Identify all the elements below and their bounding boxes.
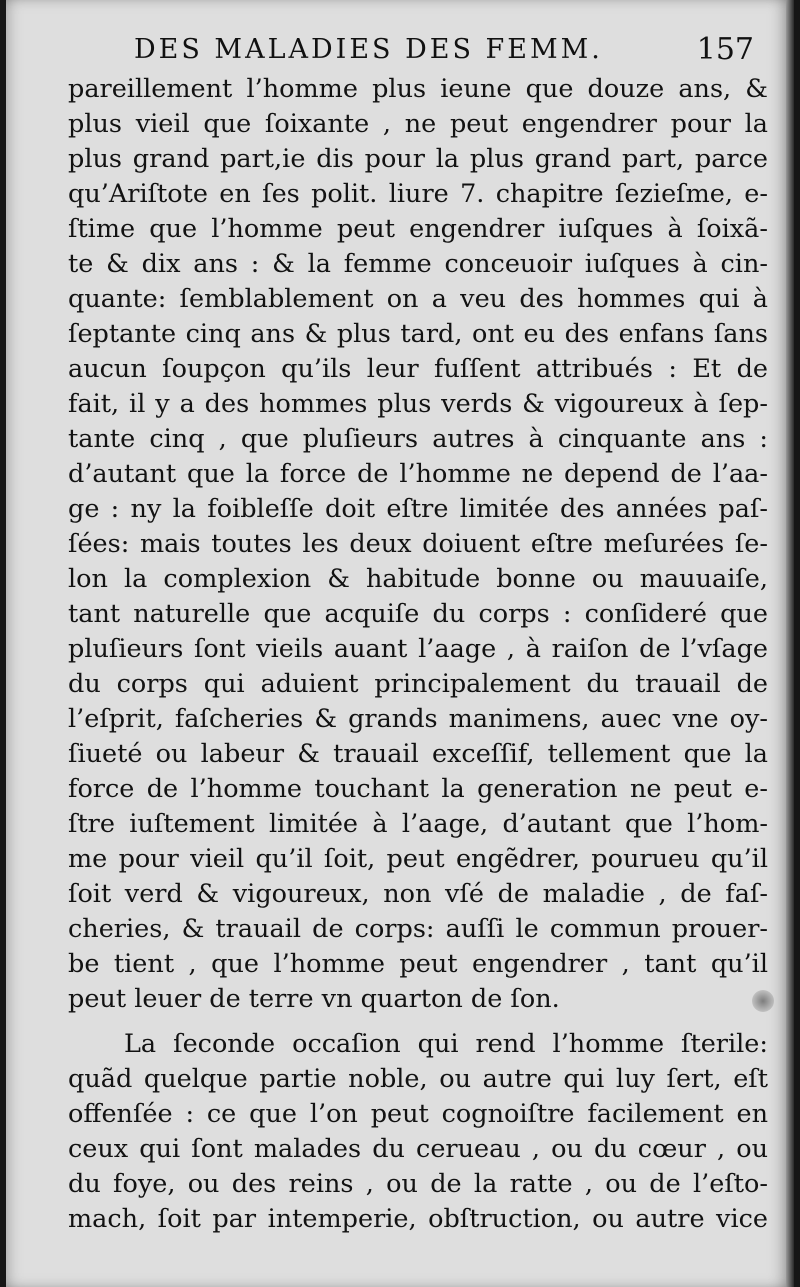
text-line: be tient , que l’homme peut engendrer , tant qu’il <box>68 949 768 979</box>
paragraph-1 <box>68 72 768 1017</box>
text-line: pareillement l’homme plus ieune que douze ans, & <box>68 74 768 104</box>
text-line: force de l’homme touchant la generation ne peut e- <box>68 774 768 804</box>
ink-smudge <box>752 990 774 1012</box>
text-line: l’eſprit, faſcheries & grands manimens, auec vne oy- <box>68 704 768 734</box>
text-line: ſtime que l’homme peut engendrer iuſques à ſoixã- <box>68 214 768 244</box>
text-line: tant naturelle que acquiſe du corps : conſideré que <box>68 599 768 629</box>
book-page <box>6 0 794 1287</box>
text-line: ſées: mais toutes les deux doiuent eſtre meſurées ſe- <box>68 529 768 559</box>
page-header <box>134 34 754 74</box>
text-line: du corps qui aduient principalement du trauail de <box>68 669 768 699</box>
text-line: te & dix ans : & la femme conceuoir iuſques à cin- <box>68 249 768 279</box>
text-line: aucun ſoupçon qu’ils leur fuſſent attribués : Et de <box>68 354 768 384</box>
text-line: plus vieil que ſoixante , ne peut engendrer pour la <box>68 109 768 139</box>
text-line: ſeptante cinq ans & plus tard, ont eu des enfans ſans <box>68 319 768 349</box>
text-line: La ſeconde occaſion qui rend l’homme ſterile: <box>124 1029 768 1059</box>
text-line: peut leuer de terre vn quarton de ſon. <box>68 984 560 1014</box>
text-line: d’autant que la force de l’homme ne depend de l’aa- <box>68 459 768 489</box>
text-line: lon la complexion & habitude bonne ou mauuaiſe, <box>68 564 768 594</box>
text-line: plus grand part,ie dis pour la plus grand part, parce <box>68 144 768 174</box>
paragraph-gap <box>68 1017 768 1027</box>
text-line: ſtre iuſtement limitée à l’aage, d’autant que l’hom- <box>68 809 768 839</box>
running-head: DES MALADIES DES FEMM. <box>134 34 603 65</box>
text-line: ſoit verd & vigoureux, non vſé de maladie , de faſ- <box>68 879 768 909</box>
text-line: pluſieurs ſont vieils auant l’aage , à raiſon de l’vſage <box>68 634 768 664</box>
text-line: offenſée : ce que l’on peut cognoiſtre facilement en <box>68 1099 768 1129</box>
text-line: tante cinq , que pluſieurs autres à cinquante ans : <box>68 424 768 454</box>
text-line: quãd quelque partie noble, ou autre qui luy ſert, eſt <box>68 1064 768 1094</box>
text-line: ge : ny la foibleſſe doit eſtre limitée des années paſ- <box>68 494 768 524</box>
text-line: quante: ſemblablement on a veu des hommes qui à <box>68 284 768 314</box>
body-text <box>68 72 768 1237</box>
text-line: fait, il y a des hommes plus verds & vigoureux à ſep- <box>68 389 768 419</box>
text-line: qu’Ariſtote en ſes polit. liure 7. chapitre ſezieſme, e- <box>68 179 768 209</box>
paragraph-2 <box>68 1027 768 1237</box>
text-line: ceux qui ſont malades du cerueau , ou du cœur , ou <box>68 1134 768 1164</box>
text-line: mach, ſoit par intemperie, obſtruction, ou autre vice <box>68 1204 768 1234</box>
text-line: cheries, & trauail de corps: auſſi le commun prouer- <box>68 914 768 944</box>
text-line: du foye, ou des reins , ou de la ratte , ou de l’eſto- <box>68 1169 768 1199</box>
page-edge-shadow <box>786 0 794 1287</box>
text-line: ſiueté ou labeur & trauail exceſſif, tellement que la <box>68 739 768 769</box>
text-line: me pour vieil qu’il ſoit, peut engẽdrer, pourueu qu’il <box>68 844 768 874</box>
page-number: 157 <box>696 32 754 67</box>
